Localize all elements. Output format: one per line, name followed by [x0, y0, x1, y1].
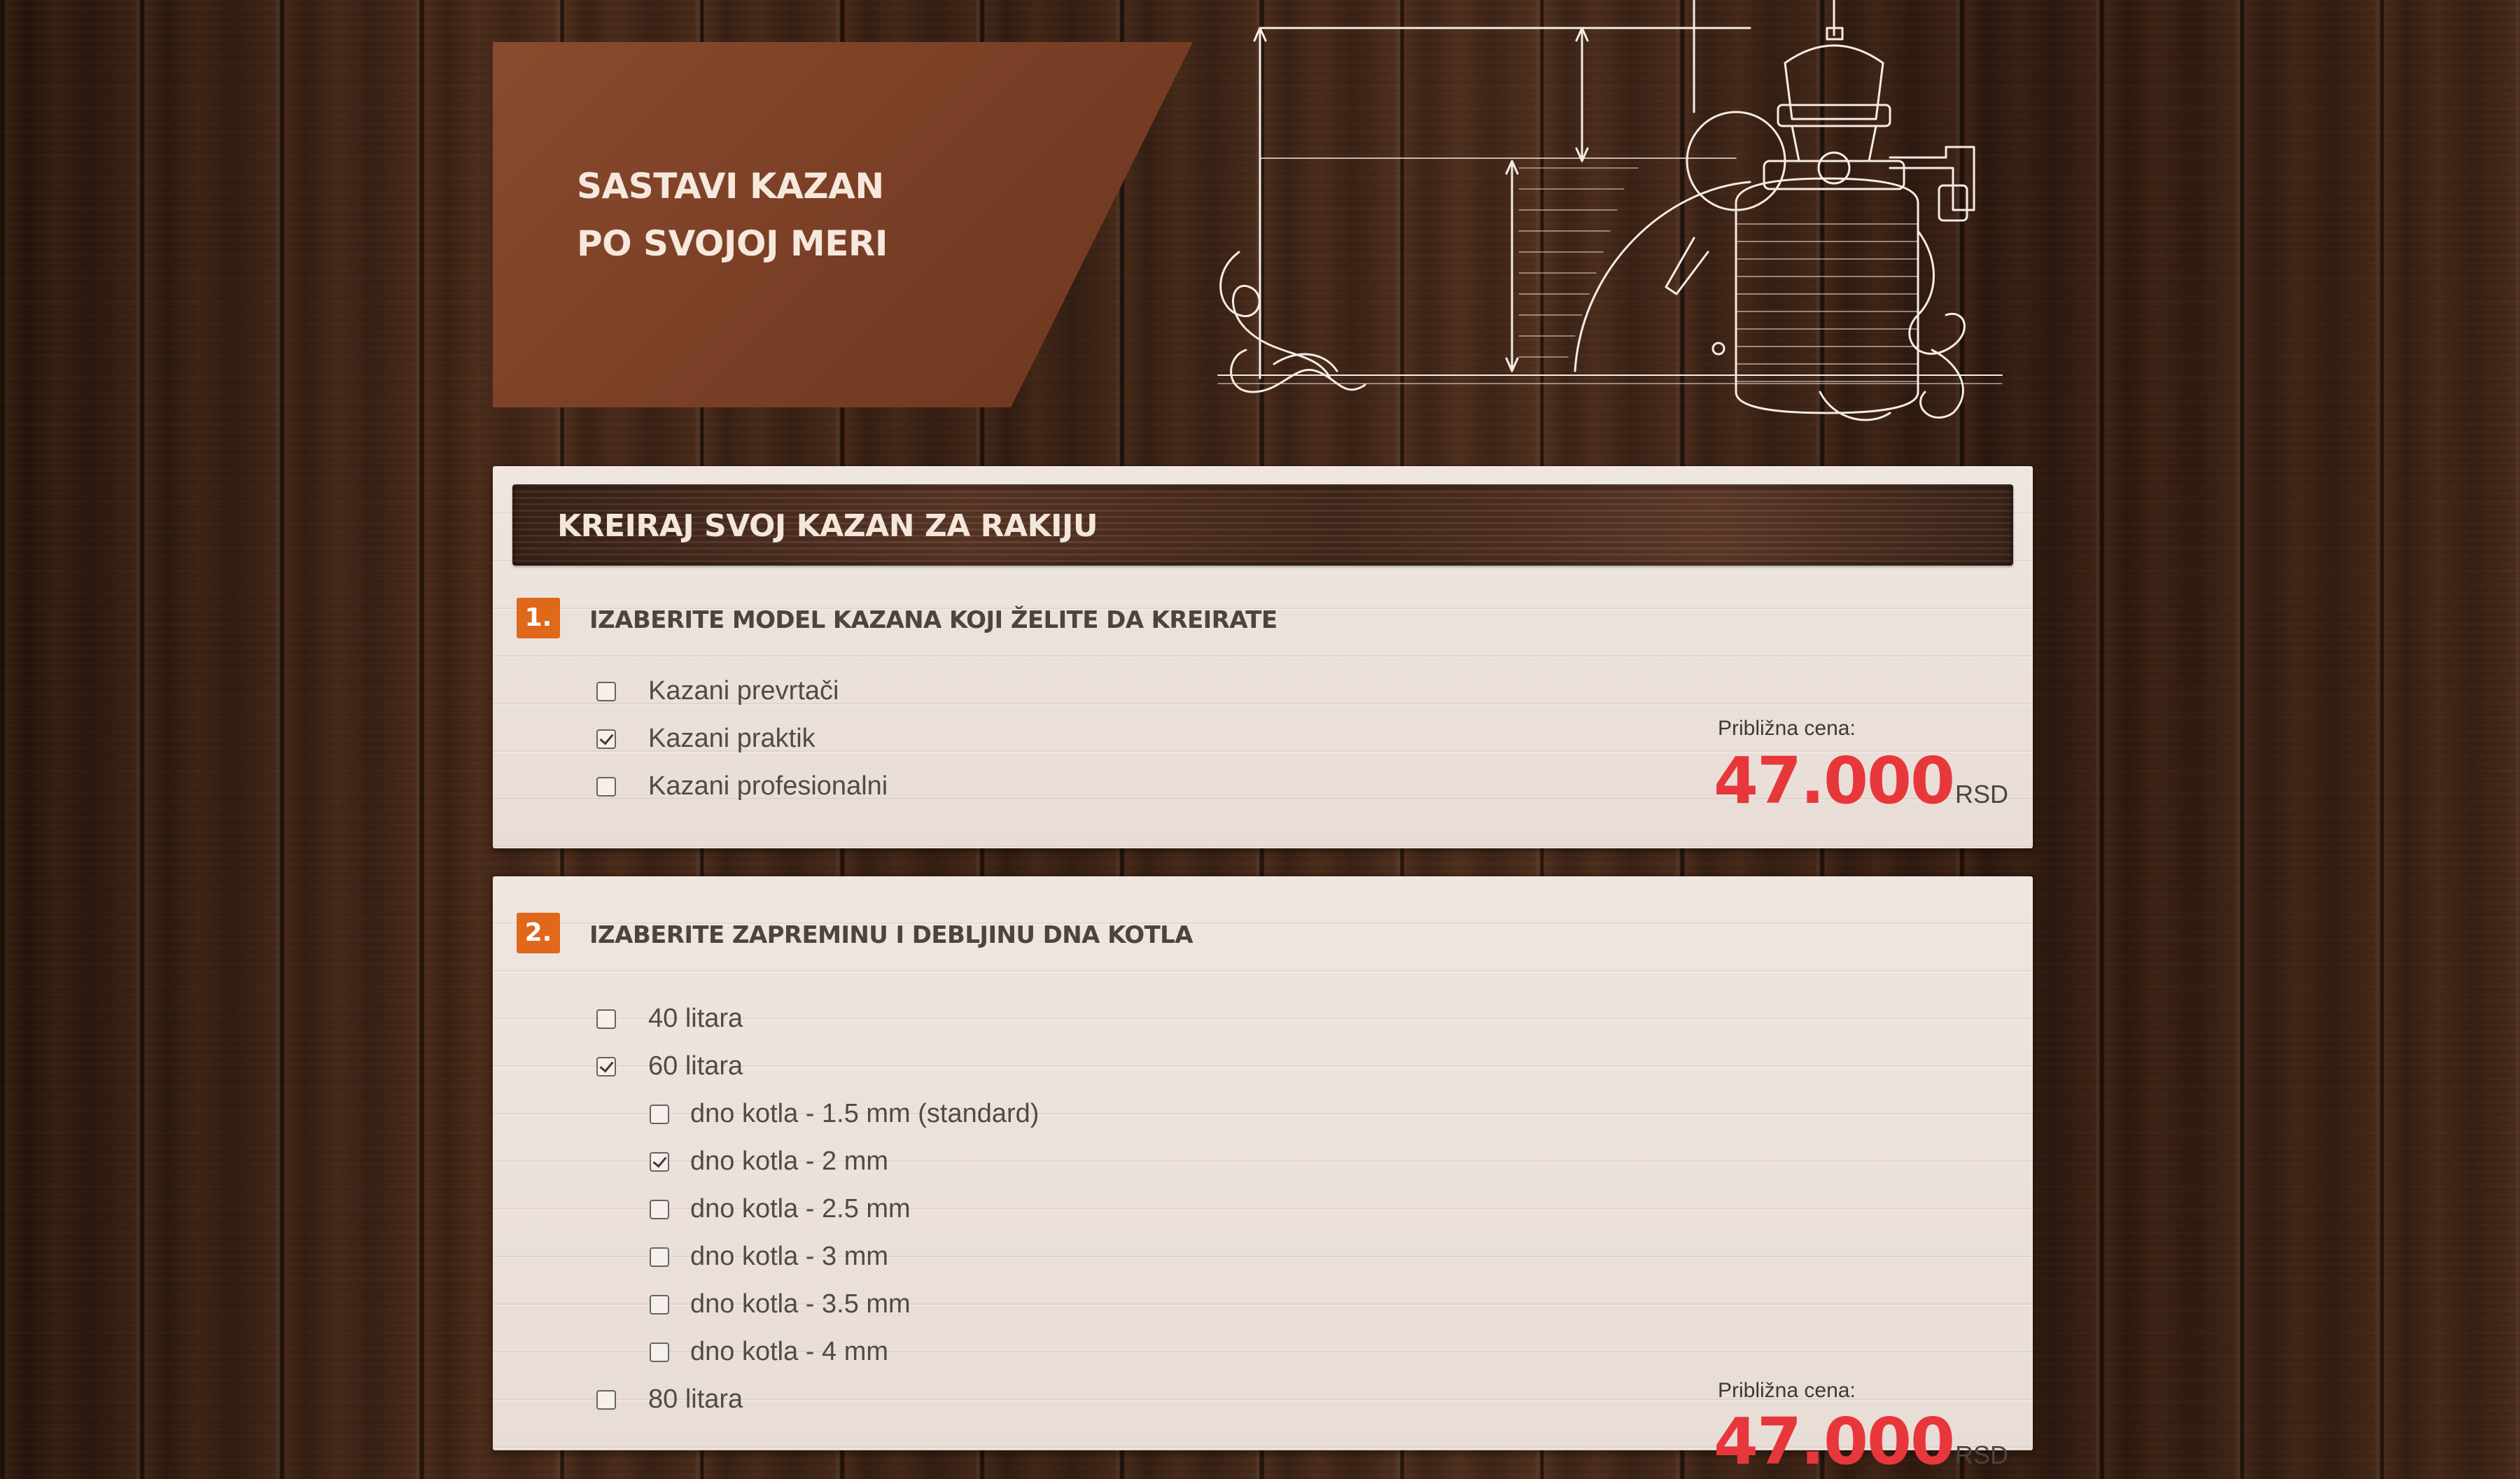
step-1-title: IZABERITE MODEL KAZANA KOJI ŽELITE DA KREIRATE: [589, 606, 1278, 634]
option-40-litara[interactable]: [596, 1004, 743, 1034]
step-1-panel: [493, 466, 2033, 848]
option-dno-2mm[interactable]: [650, 1147, 888, 1177]
option-60-litara[interactable]: [596, 1051, 743, 1081]
builder-title: KREIRAJ SVOJ KAZAN ZA RAKIJU: [557, 508, 1098, 544]
option-label: dno kotla - 2 mm: [690, 1147, 888, 1176]
price-amount: 47.000: [1714, 743, 1954, 818]
option-label: 80 litara: [648, 1385, 743, 1414]
option-label: 60 litara: [648, 1051, 743, 1081]
checkbox[interactable]: [596, 777, 616, 797]
option-dno-2-5mm[interactable]: [650, 1194, 911, 1224]
checkbox[interactable]: [596, 1009, 616, 1029]
price-label: Približna cena:: [1718, 717, 1856, 740]
price-currency: RSD: [1955, 780, 2009, 808]
page-title: SASTAVI KAZAN PO SVOJOJ MERI: [577, 166, 888, 264]
step-2-title: IZABERITE ZAPREMINU I DEBLJINU DNA KOTLA: [589, 921, 1193, 949]
option-label: dno kotla - 3 mm: [690, 1242, 888, 1271]
price-label: Približna cena:: [1718, 1379, 1856, 1402]
option-dno-3-5mm[interactable]: [650, 1289, 911, 1319]
option-dno-3mm[interactable]: [650, 1242, 888, 1272]
step-1-badge: 1.: [517, 598, 560, 638]
option-label: dno kotla - 3.5 mm: [690, 1289, 911, 1319]
checkbox[interactable]: [596, 1390, 616, 1410]
checkbox-checked[interactable]: [596, 1057, 616, 1077]
option-label: dno kotla - 1.5 mm (standard): [690, 1099, 1040, 1128]
price-value: [1714, 1404, 2008, 1479]
option-80-litara[interactable]: [596, 1385, 743, 1415]
checkbox[interactable]: [650, 1247, 669, 1267]
checkbox[interactable]: [650, 1295, 669, 1315]
checkbox[interactable]: [650, 1200, 669, 1219]
option-kazani-profesionalni[interactable]: [596, 771, 888, 801]
price-currency: RSD: [1955, 1441, 2009, 1469]
price-amount: 47.000: [1714, 1404, 1954, 1479]
option-kazani-praktik[interactable]: [596, 724, 816, 754]
checkbox-checked[interactable]: [650, 1152, 669, 1172]
option-dno-1-5mm[interactable]: [650, 1099, 1039, 1129]
option-label: dno kotla - 2.5 mm: [690, 1194, 911, 1224]
option-label: dno kotla - 4 mm: [690, 1337, 888, 1366]
option-label: 40 litara: [648, 1004, 743, 1033]
step-2-badge: 2.: [517, 913, 560, 953]
checkbox-checked[interactable]: [596, 729, 616, 749]
option-label: Kazani prevrtači: [648, 676, 839, 706]
option-kazani-prevrtaci[interactable]: [596, 676, 839, 706]
price-value: [1714, 743, 2008, 818]
option-label: Kazani praktik: [648, 724, 816, 753]
checkbox[interactable]: [650, 1105, 669, 1124]
option-label: Kazani profesionalni: [648, 771, 888, 801]
checkbox[interactable]: [596, 682, 616, 701]
distillery-illustration: [1134, 0, 2023, 448]
step-2-panel: [493, 876, 2033, 1479]
checkbox[interactable]: [650, 1343, 669, 1362]
builder-header: [512, 484, 2013, 566]
option-dno-4mm[interactable]: [650, 1337, 888, 1367]
